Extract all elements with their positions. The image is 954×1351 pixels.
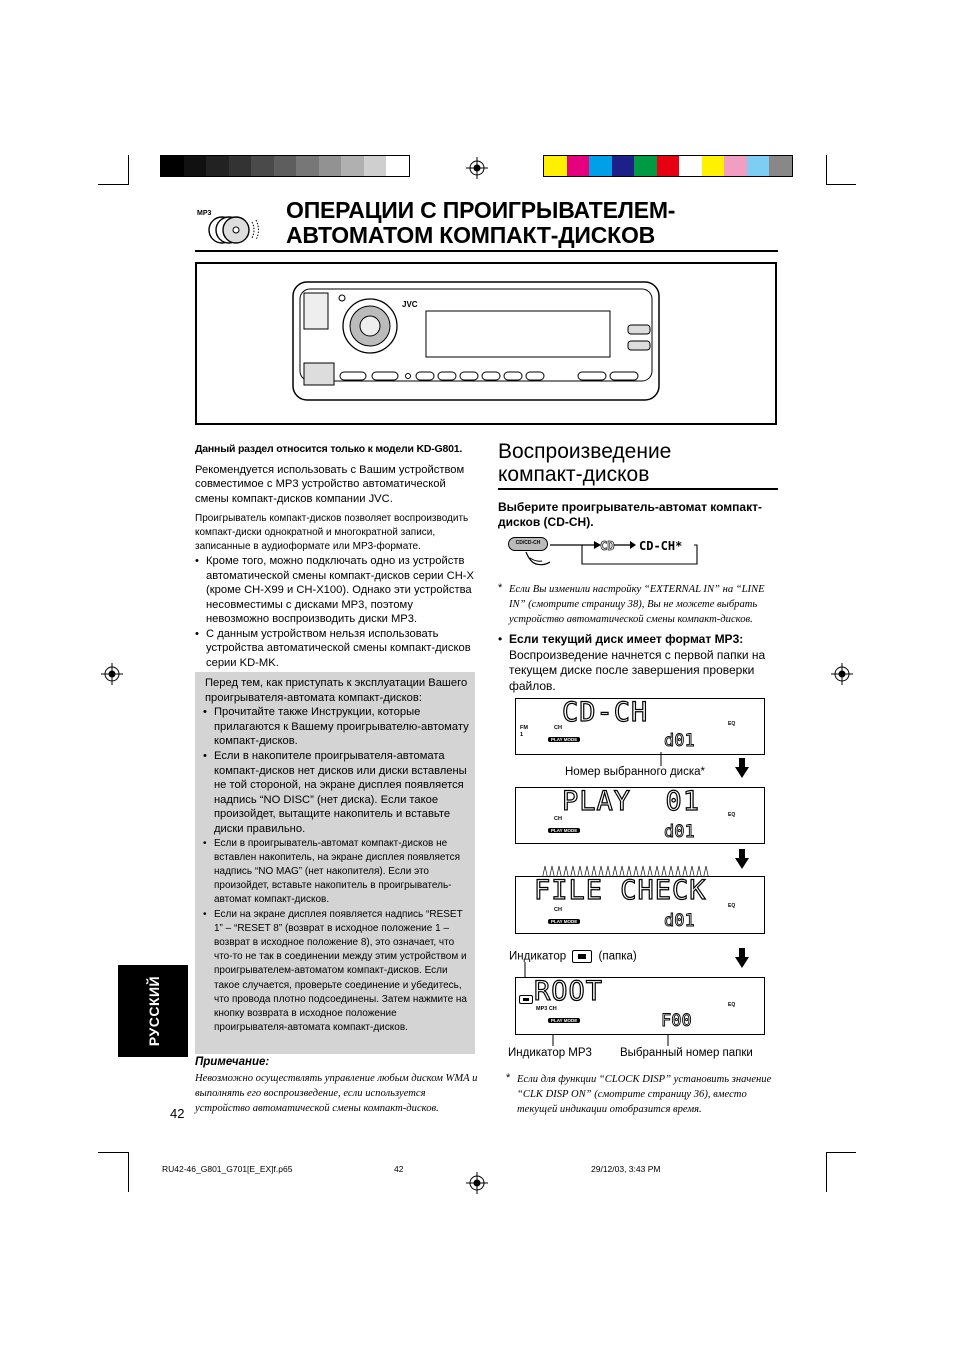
- note-heading: Примечание:: [195, 1056, 270, 1068]
- calibration-swatch: [274, 156, 297, 176]
- lcd-display-file-check: CH PLAY MODE FILE CHECK d01 EQ: [515, 876, 765, 934]
- grey-calibration-bar: [160, 155, 410, 177]
- caption-mp3-indicator: Индикатор MP3: [508, 1047, 592, 1059]
- calibration-swatch: [544, 156, 567, 176]
- arrow-down-icon: [735, 758, 749, 778]
- calibration-swatch: [567, 156, 590, 176]
- footer-file: RU42-46_G801_G701[E_EX]f.p65: [162, 1164, 293, 1174]
- calibration-swatch: [251, 156, 274, 176]
- arrow-down-icon: [735, 948, 749, 968]
- mp3-bullet-text: Воспроизведение начнется с первой папки на текущем диске после завершения проверки файлов.: [509, 647, 766, 693]
- calibration-swatch: [634, 156, 657, 176]
- folder-indicator-icon: [519, 995, 533, 1004]
- footnote-clock-disp: Если для функции “CLOCK DISP” установить значение “CLK DISP ON” (смотрите страницу 36), вместо текущей индикации отобразится время.: [517, 1074, 772, 1115]
- footnote-external-in: Если Вы изменили настройку “EXTERNAL IN” на “LINE IN” (смотрите страницу 38), Вы не можете выбрать устройство автоматической смены компакт-дисков.: [509, 584, 765, 625]
- lcd-display-cd-ch: FM 1 CH PLAY MODE CD-CH d01 EQ: [515, 698, 765, 755]
- page-number: 42: [170, 1106, 185, 1121]
- color-calibration-bar: [543, 155, 793, 177]
- registration-mark-icon: [101, 663, 123, 685]
- language-tab: РУССКИЙ: [118, 965, 188, 1057]
- calibration-swatch: [319, 156, 342, 176]
- calibration-swatch: [229, 156, 252, 176]
- list-item: • Прочитайте также Инструкции, которые прилагаются к Вашему проигрывателю-автомату компакт-дисков.: [203, 705, 469, 749]
- footer-date: 29/12/03, 3:43 PM: [591, 1164, 661, 1174]
- caption-folder-indicator: Индикатор (папка): [509, 950, 637, 963]
- footnote-mark: *: [498, 582, 503, 594]
- list-item: • Если на экране дисплея появляется надпись “RESET 1” – “RESET 8” (возврат в исходное положение 1 – возврат в исходное положение 8), это означает, что что-то не так в соединении между этим устройством и проигрывателем-автоматом компакт-дисков. Если такое случается, проверьте соединение и убедитесь, что провода плотно подсоединены. Затем нажмите на кнопку возврата в исходное положение проигрывателя-автомата компакт-дисков.: [203, 908, 469, 1036]
- car-stereo-faceplate: [292, 281, 660, 401]
- callout-lines: [548, 1034, 678, 1046]
- mp3-bullet: • Если текущий диск имеет формат MP3: Воспроизведение начнется с первой папки на текущем диске после завершения проверки файлов.: [498, 632, 766, 693]
- info-box: [195, 672, 475, 1054]
- step-heading: Выберите проигрыватель-автомат компакт-дисков (CD-CH).: [498, 500, 762, 529]
- mp3-bullet-heading: Если текущий диск имеет формат MP3:: [509, 632, 744, 646]
- caption-folder-number: Выбранный номер папки: [620, 1047, 753, 1059]
- list-item: • Если в проигрыватель-автомат компакт-дисков не вставлен накопитель, на экране дисплея появляется надпись “NO MAG” (нет накопителя). Если это произойдет, вставьте накопитель в проигрыватель-автомат компакт-дисков.: [203, 837, 469, 908]
- calibration-swatch: [747, 156, 770, 176]
- calibration-swatch: [341, 156, 364, 176]
- intro-bullets: [195, 554, 477, 670]
- calibration-swatch: [612, 156, 635, 176]
- sequence-cd: CD: [600, 539, 615, 553]
- registration-mark-icon: [831, 663, 853, 685]
- calibration-swatch: [161, 156, 184, 176]
- model-note: Данный раздел относится только к модели KD-G801.: [195, 443, 463, 455]
- page-title: ОПЕРАЦИИ С ПРОИГРЫВАТЕЛЕМ- АВТОМАТОМ КОМПАКТ-ДИСКОВ: [286, 197, 676, 248]
- mp3-badge: MP3: [197, 210, 212, 217]
- intro-paragraph: Рекомендуется использовать с Вашим устройством совместимое с MP3 устройство автоматической смены компакт-дисков компании JVC.: [195, 463, 465, 505]
- calibration-swatch: [364, 156, 387, 176]
- calibration-swatch: [657, 156, 680, 176]
- lcd-display-root: MP3 CH PLAY MODE ROOT F00 EQ: [515, 977, 765, 1035]
- calibration-swatch: [702, 156, 725, 176]
- cd-ch-button[interactable]: CD/CD-CH: [508, 537, 548, 551]
- lcd-display-play: CH PLAY MODE PLAY 01 d01 EQ: [515, 787, 765, 844]
- box-bullets: [203, 705, 469, 1035]
- calibration-swatch: [296, 156, 319, 176]
- left-intro: [195, 442, 477, 670]
- caption-disc-number: Номер выбранного диска*: [565, 766, 706, 778]
- small-intro: Проигрыватель компакт-дисков позволяет воспроизводить компакт-диски однократной и многократной записи, записанные в аудиоформате или MP3-формате.: [195, 513, 469, 552]
- callout-line: [655, 752, 667, 766]
- list-item: • Если в накопителе проигрывателя-автомата компакт-дисков нет дисков или диски вставлены не той стороной, на экране дисплея появляется надпись “NO DISC” (нет диска). Если такое произойдет, вытащите накопитель и вставьте диски правильно.: [203, 749, 469, 837]
- section-title: Воспроизведение компакт-дисков: [498, 440, 672, 486]
- list-item: • С данным устройством нельзя использовать устройства автоматической смены компакт-дисков серии KD-MK.: [195, 627, 477, 671]
- calibration-swatch: [589, 156, 612, 176]
- calibration-swatch: [769, 156, 792, 176]
- calibration-swatch: [206, 156, 229, 176]
- brand-logo: JVC: [402, 300, 418, 309]
- section-rule: [498, 488, 778, 490]
- calibration-swatch: [679, 156, 702, 176]
- calibration-swatch: [386, 156, 409, 176]
- sequence-cd-ch: CD-CH*: [639, 539, 683, 553]
- registration-mark-icon: [466, 157, 488, 179]
- title-rule: [195, 250, 778, 252]
- registration-mark-icon: [466, 1172, 488, 1194]
- calibration-swatch: [184, 156, 207, 176]
- calibration-swatch: [724, 156, 747, 176]
- footnote-mark: *: [506, 1072, 511, 1084]
- folder-icon: [572, 950, 592, 963]
- list-item: • Кроме того, можно подключать одно из устройств автоматической смены компакт-дисков серии CH-X (кроме CH-X99 и CH-X100). Однако эти устройства несовместимы с дисками MP3, поэтому невозможно воспроизводить диски MP3.: [195, 554, 477, 627]
- box-intro: Перед тем, как приступать к эксплуатации Вашего проигрывателя-автомата компакт-дисков:: [205, 677, 468, 704]
- note-text: Невозможно осуществлять управление любым диском WMA и выполнять его воспроизведение, если используется устройство автоматической смены компакт-дисков.: [195, 1073, 478, 1114]
- footer-page: 42: [394, 1164, 404, 1174]
